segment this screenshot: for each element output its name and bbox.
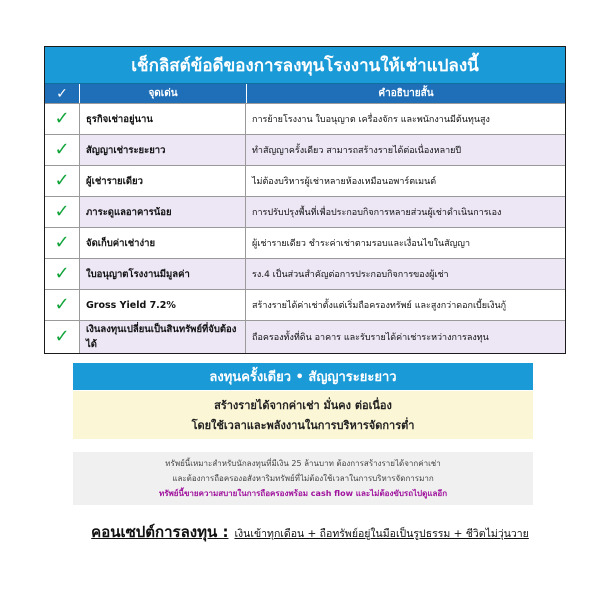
table-title: เช็กลิสต์ข้อดีของการลงทุนโรงงานให้เช่าแปลงนี้ (45, 47, 565, 84)
point-cell: ผู้เช่ารายเดียว (80, 166, 246, 196)
table-row (45, 134, 565, 165)
point-cell: Gross Yield 7.2% (80, 290, 246, 320)
check-cell (45, 166, 80, 196)
desc-cell: รง.4 เป็นส่วนสำคัญต่อการประกอบกิจการของผู้เช่า (246, 259, 565, 289)
table-row (45, 196, 565, 227)
benefit-line-2: โดยใช้เวลาและพลังงานในการบริหารจัดการต่ำ (191, 419, 415, 432)
table-row (45, 227, 565, 258)
note-line-2: และต้องการถือครองอสังหาริมทรัพย์ที่ไม่ต้องใช้เวลาในการบริหารจัดการมาก (172, 474, 434, 483)
desc-cell: สร้างรายได้ค่าเช่าตั้งแต่เริ่มถือครองทรัพย์ และสูงกว่าดอกเบี้ยเงินกู้ (252, 301, 507, 311)
table-row (45, 165, 565, 196)
note-line-1: ทรัพย์นี้เหมาะสำหรับนักลงทุนที่มีเงิน 25 ล้านบาท ต้องการสร้างรายได้จากค่าเช่า (165, 459, 441, 468)
investor-note (73, 452, 533, 505)
desc-cell: การปรับปรุงพื้นที่เพื่อประกอบกิจการหลายส่วนผู้เช่าดำเนินการเอง (246, 197, 565, 227)
point-cell: ใบอนุญาตโรงงานมีมูลค่า (80, 259, 246, 289)
check-cell (45, 290, 80, 320)
table-row (45, 103, 565, 134)
check-icon: ✓ (54, 232, 70, 253)
point-cell: เงินลงทุนเปลี่ยนเป็นสินทรัพย์ที่จับต้องได้ (80, 321, 246, 353)
desc-cell: ผู้เช่ารายเดียว ชำระค่าเช่าตามรอบและเงื่อนไขในสัญญา (252, 239, 470, 249)
point-cell: ภาระดูแลอาคารน้อย (80, 197, 246, 227)
check-cell (45, 228, 80, 258)
concept-line (60, 520, 560, 544)
check-icon: ✓ (56, 85, 68, 102)
desc-cell: ทำสัญญาครั้งเดียว สามารถสร้างรายได้ต่อเนื่องหลายปี (246, 135, 565, 165)
point-cell: จัดเก็บค่าเช่าง่าย (80, 228, 246, 258)
concept-label: คอนเซปต์การลงทุน : (91, 523, 229, 541)
check-cell (45, 135, 80, 165)
table-row (45, 289, 565, 320)
concept-value: เงินเข้าทุกเดือน + ถือทรัพย์อยู่ในมือเป็นรูปธรรม + ชีวิตไม่วุ่นวาย (234, 528, 529, 540)
point-cell: สัญญาเช่าระยะยาว (80, 135, 246, 165)
benefit-line-1: สร้างรายได้จากค่าเช่า มั่นคง ต่อเนื่อง (214, 399, 392, 412)
check-cell (45, 321, 80, 353)
table-header-row (45, 84, 565, 103)
check-icon: ✓ (54, 263, 70, 284)
check-icon: ✓ (54, 170, 70, 191)
check-cell (45, 259, 80, 289)
desc-cell: ไม่ต้องบริหารผู้เช่าหลายห้องเหมือนอพาร์ตเมนต์ (252, 177, 437, 187)
check-icon: ✓ (54, 139, 70, 160)
point-cell: ธุรกิจเช่าอยู่นาน (80, 104, 246, 134)
desc-cell: การย้ายโรงงาน ใบอนุญาต เครื่องจักร และพนักงานมีต้นทุนสูง (252, 115, 490, 125)
summary-band: ลงทุนครั้งเดียว • สัญญาระยะยาว (73, 363, 533, 390)
check-icon: ✓ (54, 294, 70, 315)
benefit-box (73, 391, 533, 439)
table-row (45, 258, 565, 289)
check-icon: ✓ (54, 108, 70, 129)
note-highlight: ทรัพย์นี้ขายความสบายในการถือครองพร้อม cash flow และไม่ต้องขับรถไปดูแลอีก (158, 489, 448, 498)
check-icon: ✓ (54, 326, 70, 347)
header-point: จุดเด่น (80, 84, 247, 103)
header-check-cell (45, 84, 80, 103)
check-cell (45, 104, 80, 134)
desc-cell: ถือครองทั้งที่ดิน อาคาร และรับรายได้ค่าเช่าระหว่างการลงทุน (246, 321, 565, 353)
check-icon: ✓ (54, 201, 70, 222)
check-cell (45, 197, 80, 227)
header-desc: คำอธิบายสั้น (378, 88, 434, 99)
checklist-table (44, 46, 566, 354)
table-row (45, 320, 565, 353)
